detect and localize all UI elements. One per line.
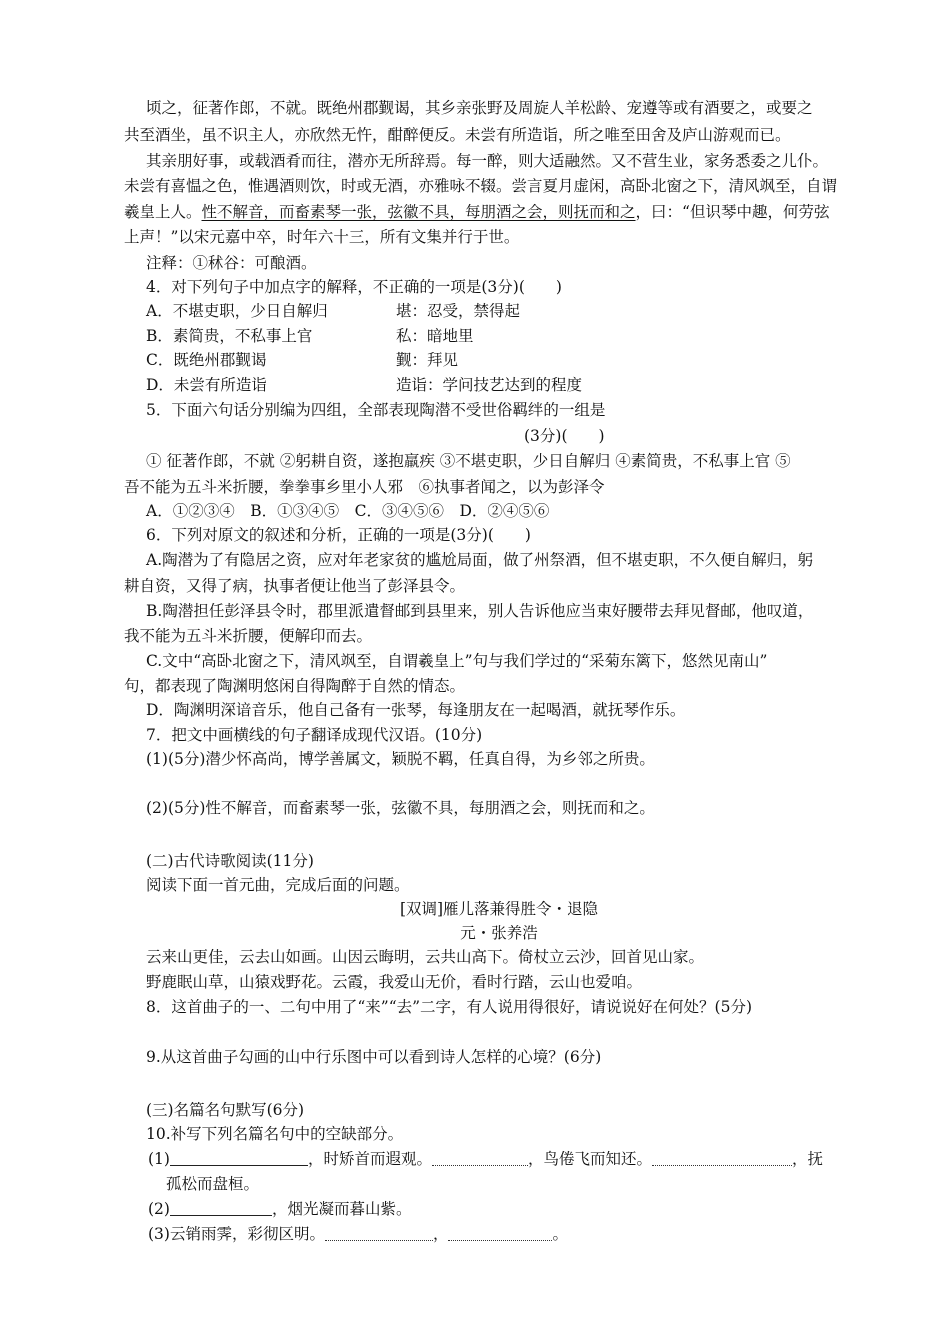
q6-option-b: 我不能为五斗米折腰，便解印而去。 [124,627,373,645]
q4-option-gloss: 私：暗地里 [396,327,474,345]
q6-option-a: 耕自资，又得了病，执事者便让他当了彭泽县令。 [124,577,466,595]
passage-line: 未尝有喜愠之色，惟遇酒则饮，时或无酒，亦雅咏不辍。尝言夏月虚闲，高卧北窗之下，清风飒至，自谓 [124,177,838,195]
passage-text: ，曰：“但识琴中趣，何劳弦 [635,203,830,221]
passage-line: 共至酒坐，虽不识主人，亦欣然无忤，酣醉便反。未尝有所造诣，所之唯至田舍及庐山游观而已。 [124,126,791,144]
question-8: 8．这首曲子的一、二句中用了“来”“去”二字，有人说用得很好，请说说好在何处？(5分) [146,998,753,1016]
q7-sentence-2: (2)(5分)性不解音，而畜素琴一张，弦徽不具，每朋酒之会，则抚而和之。 [146,799,655,817]
answer-blank[interactable] [170,1149,308,1166]
passage-line [124,201,950,223]
q4-option-gloss: 觐：拜见 [396,351,459,369]
question-5-score: (3分)( ) [524,427,605,445]
section-3-heading: (三)名篇名句默写(6分) [146,1101,305,1119]
poem-title: [双调]雁儿落兼得胜令・退隐 [399,900,599,918]
answer-blank[interactable] [652,1149,792,1166]
section-2-heading: (二)古代诗歌阅读(11分) [146,852,314,870]
answer-blank[interactable] [170,1199,272,1216]
question-5-stem: 5．下面六句话分别编为四组，全部表现陶潜不受世俗羁绊的一组是 [146,401,606,419]
passage-text: 羲皇上人。 [124,203,202,221]
annotation-note: 注释：①秫谷：可酿酒。 [146,254,317,272]
poem-line: 野鹿眠山草，山猿戏野花。云霞，我爱山无价，看时行踏，云山也爱咱。 [146,973,643,991]
q4-option-gloss: 堪：忍受，禁得起 [396,302,521,320]
q7-sentence-1: (1)(5分)潜少怀高尚，博学善属文，颖脱不羁，任真自得，为乡邻之所贵。 [146,750,655,768]
fill-line-3 [148,1223,950,1245]
passage-line: 上声！”以宋元嘉中卒，时年六十三，所有文集并行于世。 [124,228,520,246]
verse-text: (3)云销雨霁，彩彻区明。 [148,1225,325,1243]
passage-line: 顷之，征著作郎，不就。既绝州郡觐谒，其乡亲张野及周旋人羊松龄、宠遵等或有酒要之，或要之 [146,99,813,117]
section-2-intro: 阅读下面一首元曲，完成后面的问题。 [146,876,410,894]
verse-text: ，鸟倦飞而知还。 [527,1150,652,1168]
answer-blank[interactable] [325,1224,433,1241]
verse-text: ， [432,1225,449,1243]
fill-line-1 [148,1148,950,1170]
item-number: (1) [148,1150,170,1168]
item-number: (2) [148,1200,170,1218]
question-6-stem: 6．下列对原文的叙述和分析，正确的一项是(3分)( ) [146,526,531,544]
q6-option-d: D．陶渊明深谙音乐，他自己备有一张琴，每逢朋友在一起喝酒，就抚琴作乐。 [146,701,686,719]
q5-items: ① 征著作郎，不就 ②躬耕自资，遂抱羸疾 ③不堪吏职，少日自解归 ④素简贵，不私事上官 ⑤ [146,452,791,470]
question-9: 9.从这首曲子勾画的山中行乐图中可以看到诗人怎样的心境？(6分) [146,1048,602,1066]
verse-text: 。 [552,1225,568,1243]
fill-line-2 [148,1198,950,1220]
q4-option-sentence: A．不堪吏职，少日自解归 [146,302,328,320]
q6-option-c: 句，都表现了陶渊明悠闲自得陶醉于自然的情态。 [124,677,466,695]
fill-line-1-cont: 孤松而盘桓。 [166,1175,260,1193]
question-10: 10.补写下列名篇名句中的空缺部分。 [146,1125,404,1143]
poem-line: 云来山更佳，云去山如画。山因云晦明，云共山高下。倚杖立云沙，回首见山家。 [146,948,705,966]
answer-blank[interactable] [448,1224,552,1241]
passage-line: 其亲朋好事，或载酒肴而往，潜亦无所辞焉。每一醉，则大适融然。又不营生业，家务悉委之儿仆。 [146,152,829,170]
q4-option-sentence: D．未尝有所造诣 [146,376,267,394]
question-4-stem: 4．对下列句子中加点字的解释，不正确的一项是(3分)( ) [146,278,562,296]
verse-text: ，时矫首而遐观。 [307,1150,432,1168]
q5-choices: A．①②③④ B．①③④⑤ C．③④⑤⑥ D．②④⑤⑥ [146,502,550,520]
underlined-sentence: 性不解音，而畜素琴一张，弦徽不具，每朋酒之会，则抚而和之 [201,203,636,221]
poem-author: 元・张养浩 [460,924,538,942]
q5-items: 吾不能为五斗米折腰，拳拳事乡里小人邪 ⑥执事者闻之，以为彭泽令 [124,478,605,496]
q4-option-gloss: 造诣：学问技艺达到的程度 [396,376,583,394]
q6-option-b: B.陶潜担任彭泽县令时，郡里派遣督邮到县里来，别人告诉他应当束好腰带去拜见督邮，他叹道， [146,602,814,620]
question-7-stem: 7．把文中画横线的句子翻译成现代汉语。(10分) [146,726,483,744]
answer-blank[interactable] [432,1149,528,1166]
q4-option-sentence: C．既绝州郡觐谒 [146,351,267,369]
q6-option-c: C.文中“高卧北窗之下，清风飒至，自谓羲皇上”句与我们学过的“采菊东篱下，悠然见南山” [146,652,768,670]
verse-text: ，烟光凝而暮山紫。 [271,1200,412,1218]
verse-text: ，抚 [792,1150,824,1168]
q4-option-sentence: B．素简贵，不私事上官 [146,327,313,345]
q6-option-a: A.陶潜为了有隐居之资，应对年老家贫的尴尬局面，做了州祭酒，但不堪吏职，不久便自解归，躬 [146,551,814,569]
